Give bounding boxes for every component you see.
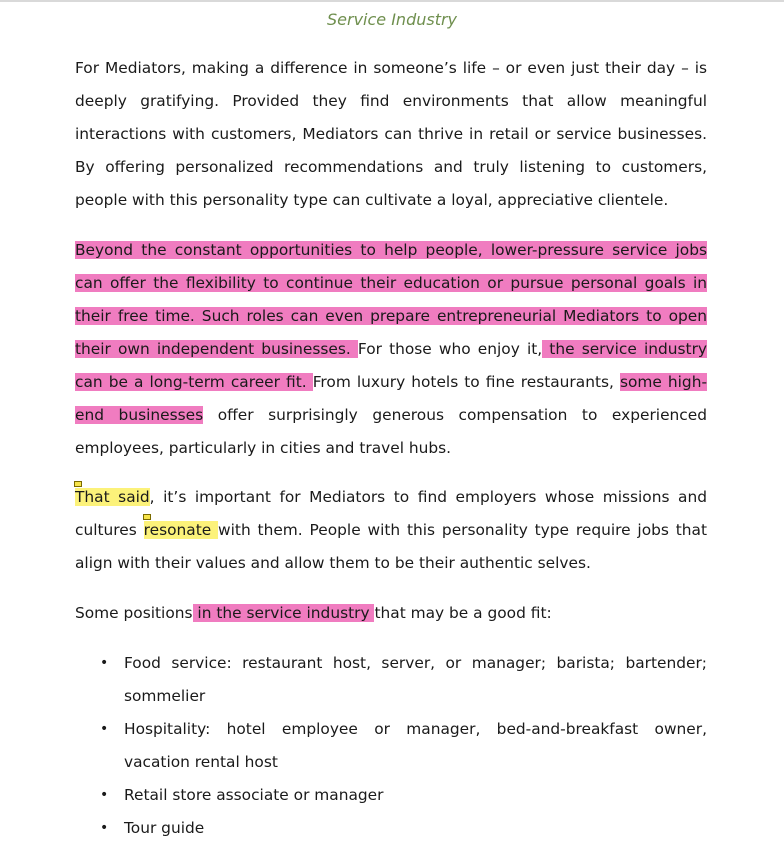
comment-highlight-yellow[interactable]: That said [75, 488, 150, 506]
highlight-pink[interactable]: the service industry can be a long-term career fit. [75, 340, 708, 391]
highlight-pink[interactable]: some high-end businesses [75, 373, 708, 424]
paragraph-text: offer surprisingly generous compensation to experienced employees, particularly in cities and travel hubs. [75, 406, 708, 457]
list-item-text: Retail store associate or manager [124, 786, 384, 804]
page-title: Service Industry [326, 10, 458, 29]
paragraph-intro: For Mediators, making a difference in someone’s life – or even just their day – is deeply gratifying. Provided they find environments that allow meaningful interactions with customers, Mediators can thrive in retail or service businesses. By offering personalized recommendations and truly listening to customers, people with this personality type can cultivate a loyal, appreciative clientele. [75, 59, 707, 209]
paragraph-text: with them. People with this personality type require jobs that align with their values and allow them to be their authentic selves. [75, 521, 708, 572]
bullet-icon: • [100, 721, 109, 737]
list-item [75, 779, 707, 812]
document-body [75, 52, 707, 845]
bullet-icon: • [100, 787, 109, 803]
list-item [75, 713, 707, 779]
bullet-icon: • [100, 820, 109, 836]
paragraph-values [75, 481, 707, 580]
paragraph-benefits [75, 234, 707, 465]
paragraph-text: , it’s important for Mediators to find employers whose missions and cultures [75, 488, 707, 539]
list-item-text: Food service: restaurant host, server, or manager; barista; bartender; sommelier [124, 654, 707, 705]
comment-highlight-yellow[interactable]: resonate [143, 521, 219, 539]
positions-list [75, 647, 707, 845]
page-top-border [0, 0, 784, 2]
paragraph-positions-intro [75, 597, 707, 630]
paragraph-text: For those who enjoy it, [357, 340, 543, 358]
list-item-text: Tour guide [124, 819, 205, 837]
paragraph-text: Some positions [75, 604, 193, 622]
bullet-icon: • [100, 655, 109, 671]
highlight-pink[interactable]: in the service industry [192, 604, 375, 622]
list-item [75, 647, 707, 713]
paragraph-text: that may be a good fit: [374, 604, 552, 622]
list-item [75, 812, 707, 845]
highlight-pink[interactable]: Beyond the constant opportunities to help people, lower-pressure service jobs can offer the flexibility to continue their education or pursue personal goals in their free time. Such roles can even prepare entrepreneurial Mediators to open their own independent businesses. [75, 241, 707, 358]
paragraph-text: From luxury hotels to fine restaurants, [312, 373, 620, 391]
list-item-text: Hospitality: hotel employee or manager, bed-and-breakfast owner, vacation rental host [124, 720, 707, 771]
